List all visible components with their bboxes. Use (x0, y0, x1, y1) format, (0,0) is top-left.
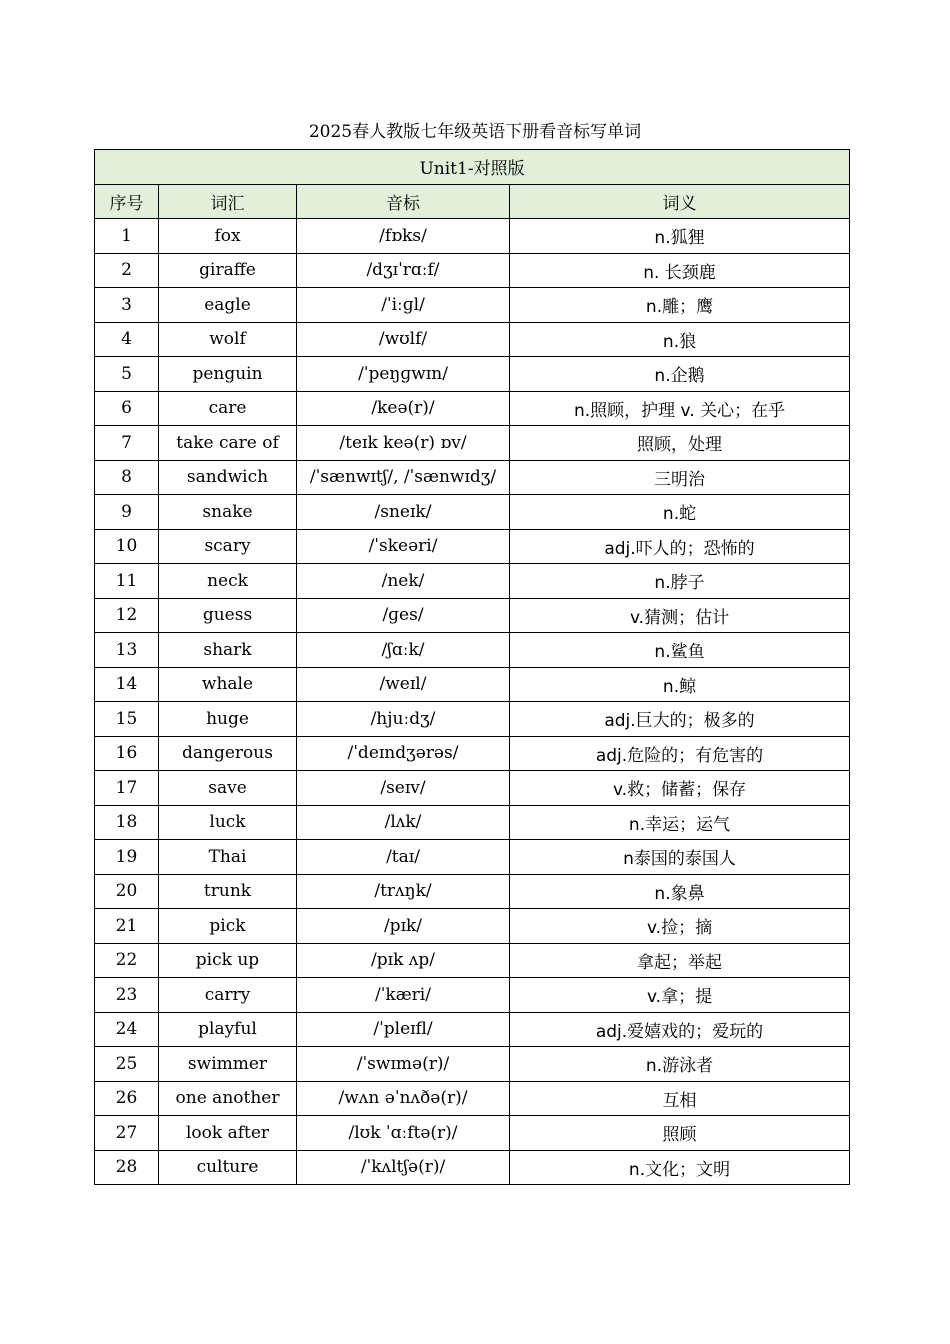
table-row (95, 874, 850, 909)
table-row (95, 460, 850, 495)
row-index: 26 (95, 1081, 159, 1116)
header-meaning: 词义 (510, 184, 850, 219)
vocabulary-table (94, 149, 850, 1185)
row-word: scary (159, 529, 297, 564)
row-word: playful (159, 1012, 297, 1047)
table-row (95, 1047, 850, 1082)
row-phonetic: /hjuːdʒ/ (297, 702, 510, 737)
row-meaning: n.象鼻 (510, 874, 850, 909)
row-index: 23 (95, 978, 159, 1013)
row-meaning: n.狼 (510, 322, 850, 357)
row-meaning: n.鲨鱼 (510, 633, 850, 668)
table-row (95, 840, 850, 875)
row-phonetic: /ˈpleɪfl/ (297, 1012, 510, 1047)
row-word: take care of (159, 426, 297, 461)
row-word: pick up (159, 943, 297, 978)
row-meaning: n泰国的泰国人 (510, 840, 850, 875)
row-meaning: 照顾，处理 (510, 426, 850, 461)
row-word: guess (159, 598, 297, 633)
row-index: 3 (95, 288, 159, 323)
row-word: save (159, 771, 297, 806)
row-index: 2 (95, 253, 159, 288)
row-index: 22 (95, 943, 159, 978)
row-phonetic: /ˈkʌltʃə(r)/ (297, 1150, 510, 1185)
table-row (95, 978, 850, 1013)
row-word: eagle (159, 288, 297, 323)
row-index: 4 (95, 322, 159, 357)
row-word: neck (159, 564, 297, 599)
row-phonetic: /lʊk ˈɑːftə(r)/ (297, 1116, 510, 1151)
row-meaning: adj.吓人的；恐怖的 (510, 529, 850, 564)
row-index: 18 (95, 805, 159, 840)
row-word: snake (159, 495, 297, 530)
header-index: 序号 (95, 184, 159, 219)
table-row (95, 702, 850, 737)
table-row (95, 771, 850, 806)
row-meaning: v.捡；摘 (510, 909, 850, 944)
row-index: 1 (95, 219, 159, 254)
row-phonetic: /ʃɑːk/ (297, 633, 510, 668)
row-meaning: n.蛇 (510, 495, 850, 530)
row-meaning: n.文化；文明 (510, 1150, 850, 1185)
row-word: one another (159, 1081, 297, 1116)
row-phonetic: /ˈiːɡl/ (297, 288, 510, 323)
table-row (95, 598, 850, 633)
row-index: 7 (95, 426, 159, 461)
row-phonetic: /ɡes/ (297, 598, 510, 633)
header-word: 词汇 (159, 184, 297, 219)
row-phonetic: /taɪ/ (297, 840, 510, 875)
table-row (95, 633, 850, 668)
row-index: 11 (95, 564, 159, 599)
row-meaning: 照顾 (510, 1116, 850, 1151)
row-meaning: adj.巨大的；极多的 (510, 702, 850, 737)
table-row (95, 529, 850, 564)
row-phonetic: /trʌŋk/ (297, 874, 510, 909)
table-row (95, 322, 850, 357)
row-meaning: n. 长颈鹿 (510, 253, 850, 288)
row-meaning: v.救；储蓄；保存 (510, 771, 850, 806)
row-index: 12 (95, 598, 159, 633)
row-phonetic: /nek/ (297, 564, 510, 599)
row-word: luck (159, 805, 297, 840)
table-row (95, 357, 850, 392)
row-index: 17 (95, 771, 159, 806)
row-index: 8 (95, 460, 159, 495)
row-word: Thai (159, 840, 297, 875)
row-index: 28 (95, 1150, 159, 1185)
row-phonetic: /keə(r)/ (297, 391, 510, 426)
row-meaning: n.幸运；运气 (510, 805, 850, 840)
table-row (95, 909, 850, 944)
table-row (95, 736, 850, 771)
row-phonetic: /fɒks/ (297, 219, 510, 254)
row-index: 5 (95, 357, 159, 392)
table-row (95, 426, 850, 461)
row-index: 20 (95, 874, 159, 909)
unit-title: Unit1-对照版 (95, 150, 850, 185)
row-word: sandwich (159, 460, 297, 495)
row-index: 16 (95, 736, 159, 771)
header-phonetic: 音标 (297, 184, 510, 219)
row-word: penguin (159, 357, 297, 392)
row-word: look after (159, 1116, 297, 1151)
table-row (95, 1116, 850, 1151)
row-index: 19 (95, 840, 159, 875)
row-phonetic: /ˈskeəri/ (297, 529, 510, 564)
row-meaning: n.企鹅 (510, 357, 850, 392)
row-word: wolf (159, 322, 297, 357)
table-row (95, 391, 850, 426)
row-meaning: n.雕；鹰 (510, 288, 850, 323)
table-row (95, 288, 850, 323)
table-row (95, 219, 850, 254)
row-meaning: n.游泳者 (510, 1047, 850, 1082)
row-phonetic: /pɪk/ (297, 909, 510, 944)
row-meaning: 拿起；举起 (510, 943, 850, 978)
table-row (95, 1081, 850, 1116)
row-index: 27 (95, 1116, 159, 1151)
row-meaning: 三明治 (510, 460, 850, 495)
row-index: 25 (95, 1047, 159, 1082)
document-title: 2025春人教版七年级英语下册看音标写单词 (308, 122, 642, 142)
row-phonetic: /wʊlf/ (297, 322, 510, 357)
row-word: shark (159, 633, 297, 668)
row-word: carry (159, 978, 297, 1013)
row-index: 15 (95, 702, 159, 737)
table-row (95, 1150, 850, 1185)
row-phonetic: /seɪv/ (297, 771, 510, 806)
row-phonetic: /ˈswɪmə(r)/ (297, 1047, 510, 1082)
row-meaning: n.照顾，护理 v. 关心；在乎 (510, 391, 850, 426)
row-index: 24 (95, 1012, 159, 1047)
row-phonetic: /ˈkæri/ (297, 978, 510, 1013)
table-row (95, 495, 850, 530)
unit-title-row (95, 150, 850, 185)
row-word: culture (159, 1150, 297, 1185)
row-phonetic: /ˈsænwɪtʃ/, /ˈsænwɪdʒ/ (297, 460, 510, 495)
row-meaning: v.猜测；估计 (510, 598, 850, 633)
row-phonetic: /pɪk ʌp/ (297, 943, 510, 978)
row-meaning: v.拿；提 (510, 978, 850, 1013)
row-meaning: n.狐狸 (510, 219, 850, 254)
row-word: fox (159, 219, 297, 254)
table-row (95, 1012, 850, 1047)
row-word: swimmer (159, 1047, 297, 1082)
row-phonetic: /wʌn əˈnʌðə(r)/ (297, 1081, 510, 1116)
table-row (95, 943, 850, 978)
row-word: care (159, 391, 297, 426)
row-word: whale (159, 667, 297, 702)
row-phonetic: /ˈdeɪndʒərəs/ (297, 736, 510, 771)
row-meaning: n.鲸 (510, 667, 850, 702)
table-row (95, 667, 850, 702)
row-phonetic: /dʒɪˈrɑːf/ (297, 253, 510, 288)
row-word: trunk (159, 874, 297, 909)
row-word: huge (159, 702, 297, 737)
row-phonetic: /ˈpeŋɡwɪn/ (297, 357, 510, 392)
table-row (95, 805, 850, 840)
row-meaning: 互相 (510, 1081, 850, 1116)
row-meaning: adj.爱嬉戏的；爱玩的 (510, 1012, 850, 1047)
row-word: pick (159, 909, 297, 944)
row-index: 6 (95, 391, 159, 426)
row-word: giraffe (159, 253, 297, 288)
row-index: 13 (95, 633, 159, 668)
row-meaning: n.脖子 (510, 564, 850, 599)
row-index: 14 (95, 667, 159, 702)
row-phonetic: /teɪk keə(r) ɒv/ (297, 426, 510, 461)
row-meaning: adj.危险的；有危害的 (510, 736, 850, 771)
row-index: 21 (95, 909, 159, 944)
row-index: 10 (95, 529, 159, 564)
vocabulary-rows (95, 219, 850, 1185)
row-index: 9 (95, 495, 159, 530)
row-phonetic: /weɪl/ (297, 667, 510, 702)
row-phonetic: /sneɪk/ (297, 495, 510, 530)
table-row (95, 253, 850, 288)
row-phonetic: /lʌk/ (297, 805, 510, 840)
header-row (95, 184, 850, 219)
table-row (95, 564, 850, 599)
row-word: dangerous (159, 736, 297, 771)
